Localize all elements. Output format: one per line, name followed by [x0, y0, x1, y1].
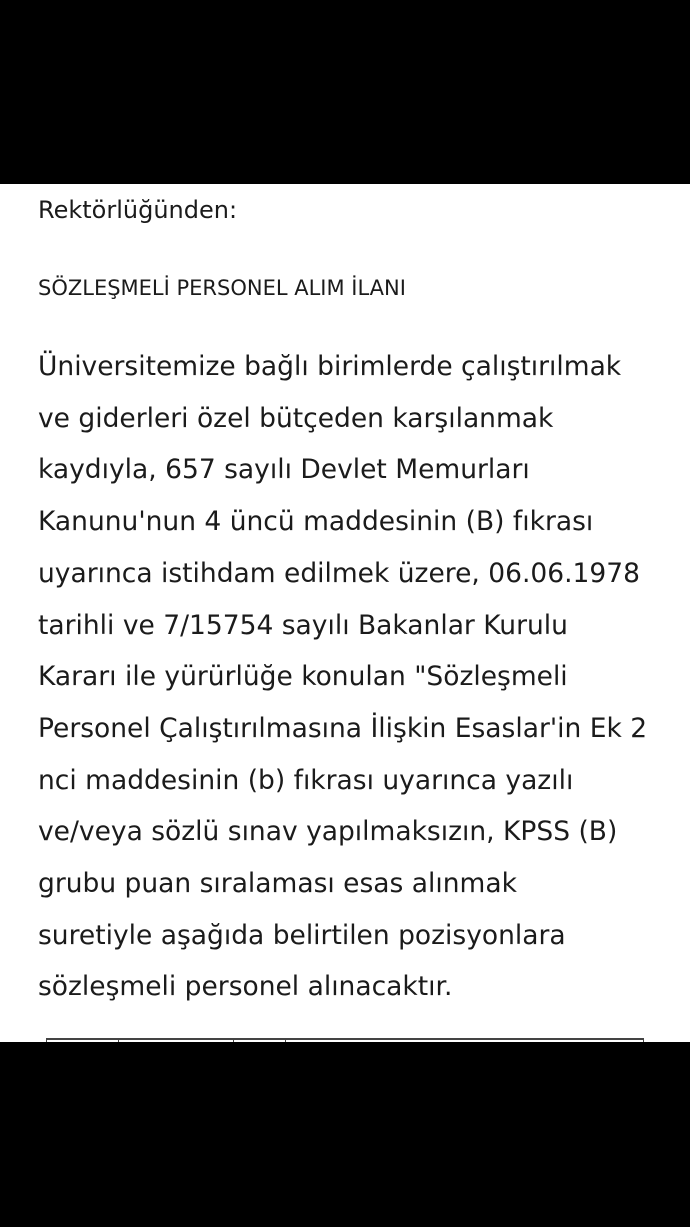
body-line: kaydıyla, 657 sayılı Devlet Memurları: [38, 454, 530, 486]
body-line: Personel Çalıştırılmasına İlişkin Esaslar'in Ek 2: [38, 712, 648, 744]
bottom-black-bar: [0, 1042, 690, 1227]
body-line: sözleşmeli personel alınacaktır.: [38, 971, 453, 1003]
body-line: grubu puan sıralaması esas alınmak: [38, 868, 517, 900]
document-heading: Rektörlüğünden:: [38, 196, 238, 224]
announcement-title: SÖZLEŞMELİ PERSONEL ALIM İLANI: [38, 276, 406, 300]
document-viewport[interactable]: [0, 184, 690, 1042]
body-line: Kanunu'nun 4 üncü maddesinin (B) fıkrası: [38, 506, 594, 538]
body-line: ve/veya sözlü sınav yapılmaksızın, KPSS (B): [38, 816, 618, 848]
body-line: suretiyle aşağıda belirtilen pozisyonlara: [38, 919, 566, 951]
body-paragraph: [38, 341, 647, 1013]
body-line: Üniversitemize bağlı birimlerde çalıştırılmak: [38, 351, 622, 382]
body-line: tarihli ve 7/15754 sayılı Bakanlar Kurulu: [38, 609, 568, 641]
body-line: ve giderleri özel bütçeden karşılanmak: [38, 402, 554, 434]
top-black-bar: [0, 0, 690, 184]
body-line: nci maddesinin (b) fıkrası uyarınca yazılı: [38, 764, 574, 796]
body-line: uyarınca istihdam edilmek üzere, 06.06.1978: [38, 557, 640, 589]
body-line: Kararı ile yürürlüğe konulan "Sözleşmeli: [38, 661, 568, 693]
